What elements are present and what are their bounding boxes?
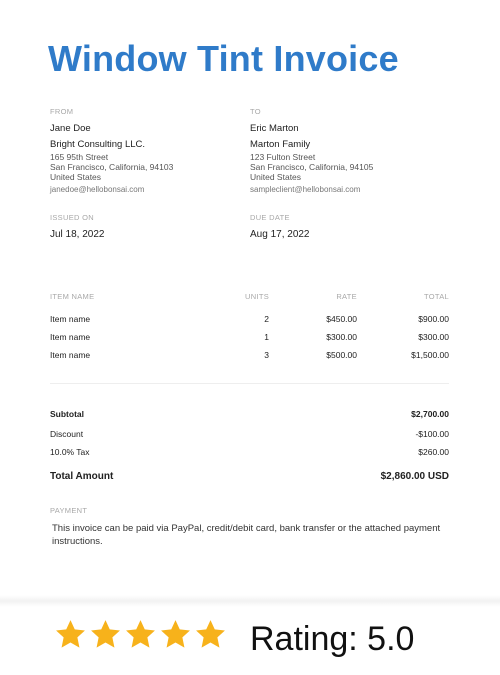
- star-icon: [54, 618, 87, 651]
- item-rate: $300.00: [326, 332, 357, 342]
- from-address-line: 165 95th Street: [50, 152, 109, 162]
- payment-instructions: This invoice can be paid via PayPal, credit/debit card, bank transfer or the attached payment instructions.: [52, 523, 441, 547]
- item-name: Item name: [50, 314, 91, 324]
- subtotal-value: $2,700.00: [411, 409, 449, 419]
- item-name: Item name: [50, 350, 91, 360]
- total-value: $2,860.00 USD: [380, 471, 449, 482]
- discount-value: -$100.00: [415, 429, 449, 439]
- item-rate: $500.00: [326, 350, 357, 360]
- table-row: [50, 314, 449, 328]
- item-total: $900.00: [418, 314, 449, 324]
- star-icon: [124, 618, 157, 651]
- from-address: [50, 152, 173, 182]
- item-name: Item name: [50, 332, 91, 342]
- to-email: sampleclient@hellobonsai.com: [250, 185, 361, 194]
- from-label: FROM: [50, 107, 74, 116]
- rating-stars: [54, 618, 227, 651]
- item-units: 1: [264, 332, 269, 342]
- discount-label: Discount: [50, 429, 84, 439]
- from-address-line: San Francisco, California, 94103: [50, 162, 174, 172]
- star-icon: [194, 618, 227, 651]
- page-edge-shadow: [0, 595, 500, 607]
- item-units: 2: [264, 314, 269, 324]
- to-company: Marton Family: [250, 139, 311, 150]
- col-header-rate: RATE: [336, 292, 357, 301]
- to-address-line: San Francisco, California, 94105: [250, 162, 374, 172]
- to-label: TO: [250, 107, 261, 116]
- from-email: janedoe@hellobonsai.com: [50, 185, 145, 194]
- due-date: Aug 17, 2022: [250, 229, 310, 240]
- due-label: DUE DATE: [250, 213, 290, 222]
- to-address: [250, 152, 373, 182]
- item-total: $300.00: [418, 332, 449, 342]
- item-total: $1,500.00: [411, 350, 449, 360]
- col-header-units: UNITS: [245, 292, 269, 301]
- star-icon: [159, 618, 192, 651]
- to-name: Eric Marton: [250, 123, 299, 134]
- table-divider: [50, 383, 449, 384]
- to-address-line: 123 Fulton Street: [250, 152, 316, 162]
- item-rate: $450.00: [326, 314, 357, 324]
- payment-label: PAYMENT: [50, 506, 88, 515]
- col-header-total: TOTAL: [424, 292, 449, 301]
- subtotal-label: Subtotal: [50, 409, 84, 419]
- from-address-line: United States: [50, 172, 102, 182]
- table-row: [50, 350, 449, 364]
- star-icon: [89, 618, 122, 651]
- col-header-item: ITEM NAME: [50, 292, 95, 301]
- tax-label: 10.0% Tax: [50, 447, 90, 457]
- table-row: [50, 332, 449, 346]
- invoice-title: Window Tint Invoice: [48, 38, 399, 79]
- total-label: Total Amount: [50, 471, 114, 482]
- issued-date: Jul 18, 2022: [50, 229, 105, 240]
- item-units: 3: [264, 350, 269, 360]
- from-company: Bright Consulting LLC.: [50, 139, 146, 150]
- from-name: Jane Doe: [50, 123, 91, 134]
- to-address-line: United States: [250, 172, 302, 182]
- issued-label: ISSUED ON: [50, 213, 94, 222]
- tax-value: $260.00: [418, 447, 449, 457]
- rating-text: Rating: 5.0: [250, 620, 415, 658]
